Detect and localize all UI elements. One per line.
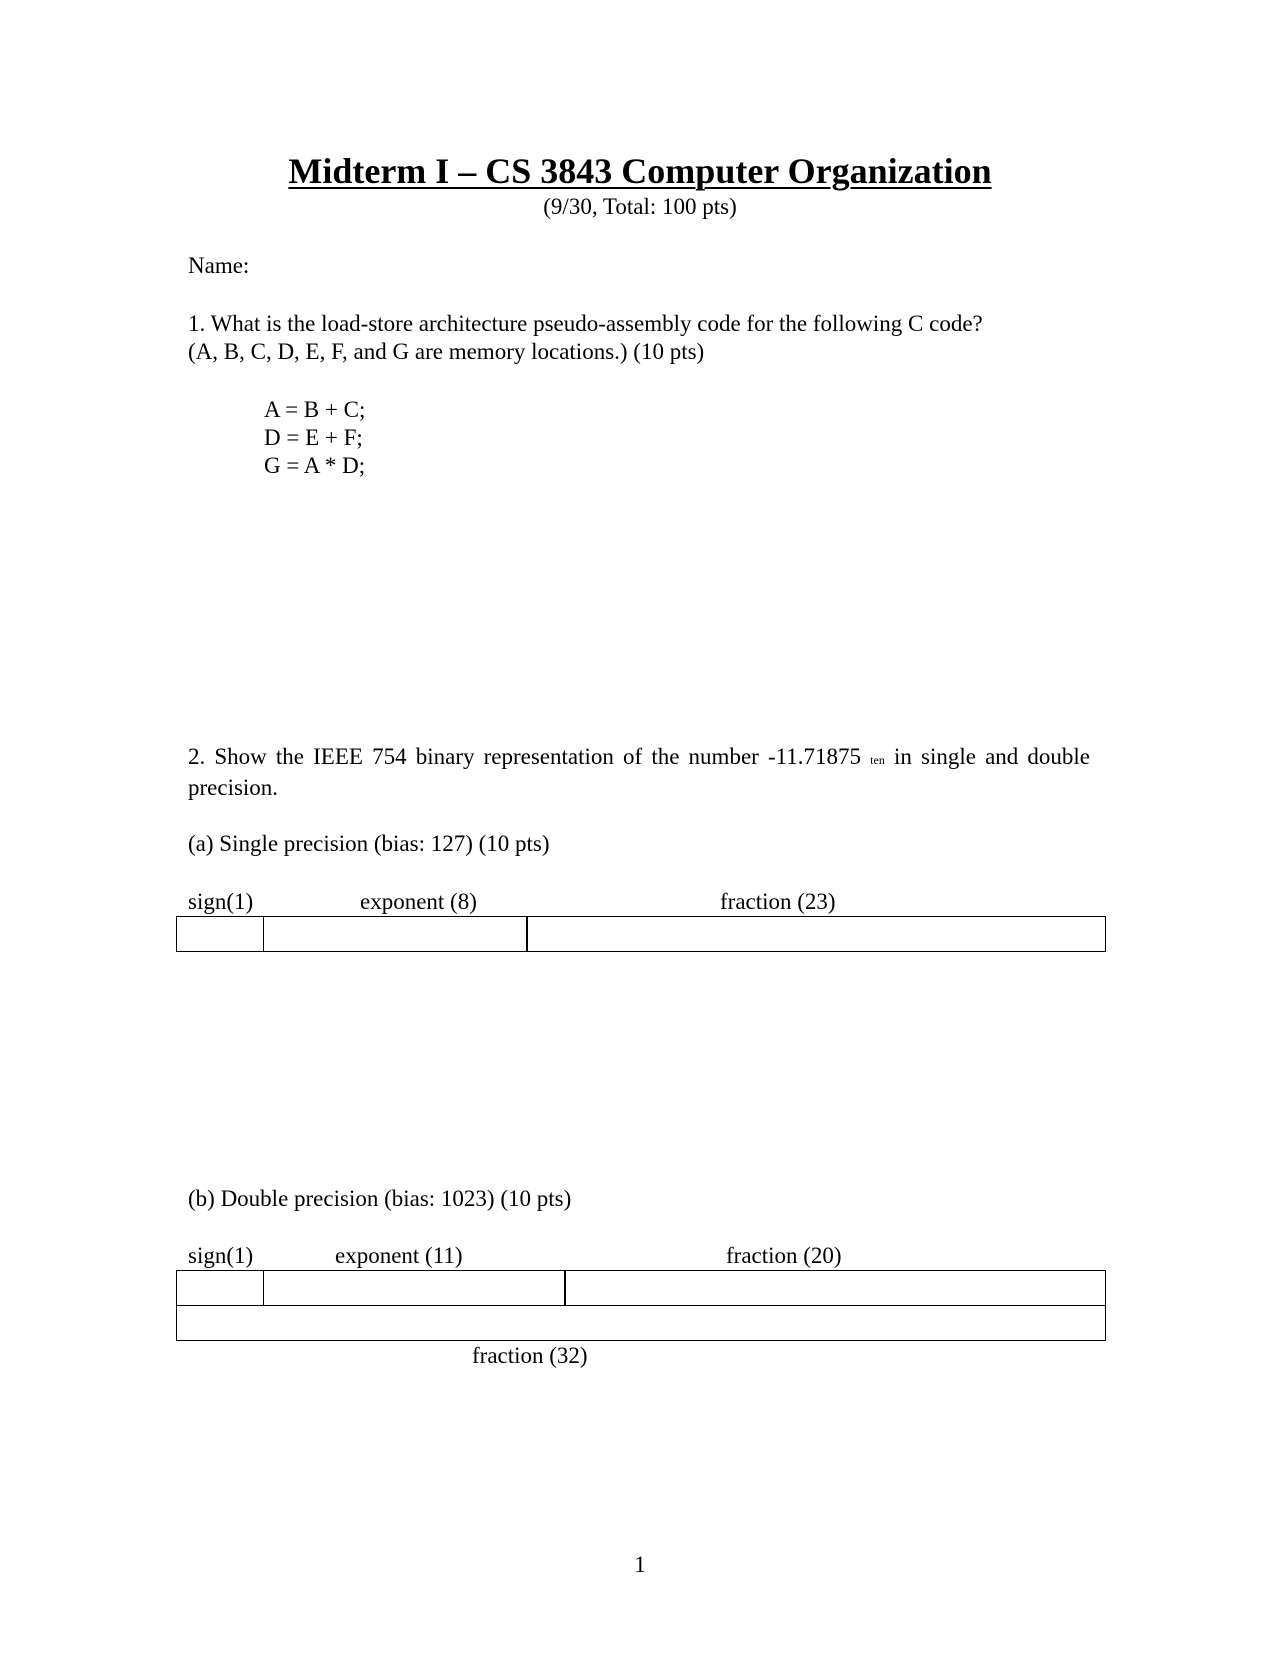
question-1-line-1: 1. What is the load-store architecture pseudo-assembly code for the following C code? <box>188 311 983 336</box>
exam-subtitle: (9/30, Total: 100 pts) <box>543 194 737 219</box>
double-fraction-box[interactable] <box>564 1270 1106 1306</box>
base-subscript: ten <box>870 753 885 767</box>
page-title: Midterm I – CS 3843 Computer Organization <box>288 151 992 191</box>
double-sign-box[interactable] <box>176 1270 264 1306</box>
page-number: 1 <box>634 1552 646 1577</box>
double-fraction-lower-label: fraction (32) <box>472 1343 588 1368</box>
double-precision-heading: (b) Double precision (bias: 1023) (10 pts) <box>188 1186 572 1211</box>
single-exponent-label: exponent (8) <box>360 889 477 914</box>
single-fraction-label: fraction (23) <box>720 889 836 914</box>
code-line: A = B + C; <box>264 397 366 422</box>
question-2 <box>188 743 1090 802</box>
single-exponent-box[interactable] <box>263 916 528 952</box>
double-exponent-label: exponent (11) <box>335 1243 463 1268</box>
single-precision-heading: (a) Single precision (bias: 127) (10 pts) <box>188 831 550 856</box>
single-sign-label: sign(1) <box>188 889 254 914</box>
single-fraction-box[interactable] <box>526 916 1106 952</box>
question-1 <box>188 310 1090 366</box>
question-2-text-end: in single and double precision. <box>188 744 1091 800</box>
code-line: D = E + F; <box>264 425 363 450</box>
code-line: G = A * D; <box>264 453 366 478</box>
double-fraction-lower-box[interactable] <box>176 1305 1106 1341</box>
question-2-text: 2. Show the IEEE 754 binary representation of the number -11.71875 <box>188 744 862 769</box>
question-1-line-2: (A, B, C, D, E, F, and G are memory locations.) (10 pts) <box>188 339 705 364</box>
single-sign-box[interactable] <box>176 916 264 952</box>
double-sign-label: sign(1) <box>188 1243 254 1268</box>
name-label: Name: <box>188 253 250 278</box>
double-fraction-label: fraction (20) <box>726 1243 842 1268</box>
double-exponent-box[interactable] <box>263 1270 566 1306</box>
c-code-block <box>264 396 365 480</box>
